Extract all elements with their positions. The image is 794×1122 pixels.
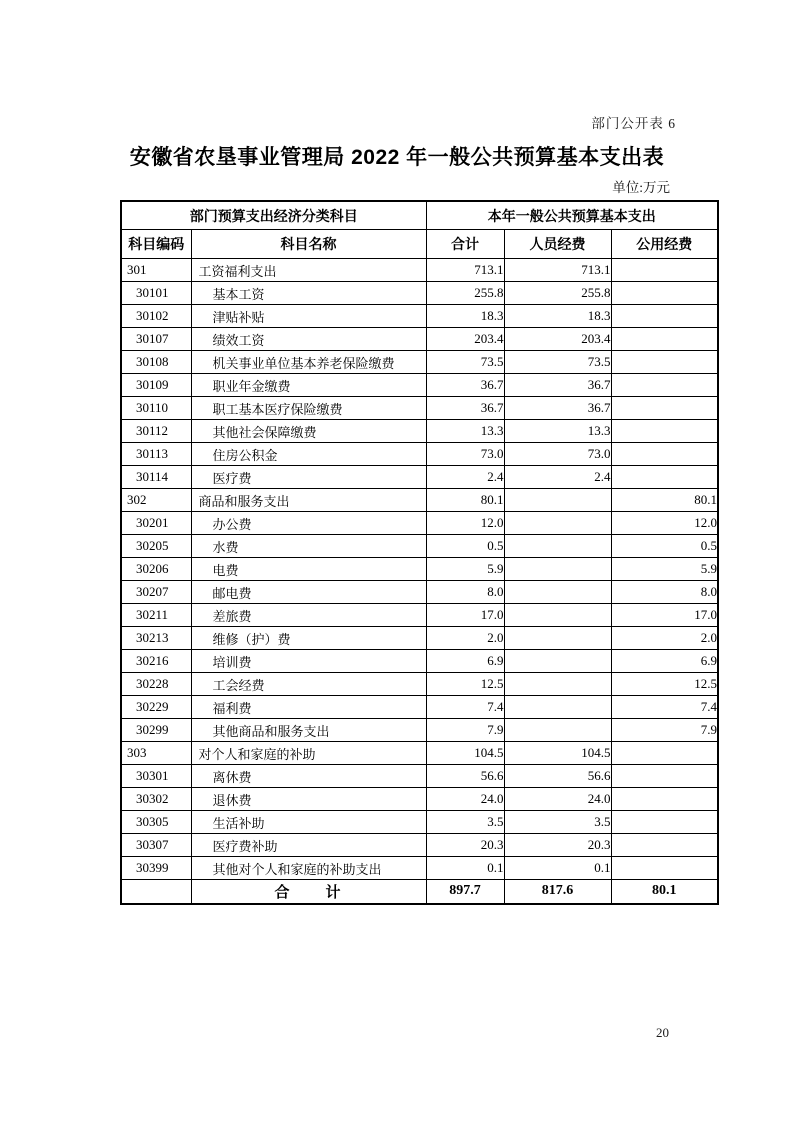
table-row xyxy=(121,351,718,374)
public-value-cell: 2.0 xyxy=(611,627,718,650)
unit-label: 单位:万元 xyxy=(612,180,670,195)
subject-name-cell: 离休费 xyxy=(191,765,426,788)
public-value-cell xyxy=(611,742,718,765)
subject-name-cell: 差旅费 xyxy=(191,604,426,627)
page-title: 安徽省农垦事业管理局 2022 年一般公共预算基本支出表 xyxy=(129,146,665,169)
personnel-value-cell: 36.7 xyxy=(504,374,611,397)
total-row-label: 合 计 xyxy=(191,880,426,904)
subject-code-cell: 30301 xyxy=(121,765,191,788)
table-row xyxy=(121,604,718,627)
total-value-cell: 0.5 xyxy=(426,535,504,558)
public-value-cell xyxy=(611,305,718,328)
table-row xyxy=(121,489,718,512)
public-value-cell: 0.5 xyxy=(611,535,718,558)
table-row xyxy=(121,650,718,673)
group-header-classification: 部门预算支出经济分类科目 xyxy=(121,201,426,230)
table-row xyxy=(121,512,718,535)
personnel-value-cell: 2.4 xyxy=(504,466,611,489)
subject-code-cell: 30307 xyxy=(121,834,191,857)
personnel-value-cell xyxy=(504,558,611,581)
personnel-value-cell: 13.3 xyxy=(504,420,611,443)
personnel-value-cell xyxy=(504,535,611,558)
column-header-total: 合计 xyxy=(426,230,504,259)
subject-code-cell: 30112 xyxy=(121,420,191,443)
table-row xyxy=(121,466,718,489)
table-row xyxy=(121,765,718,788)
total-row-public: 80.1 xyxy=(611,880,718,904)
public-value-cell: 7.4 xyxy=(611,696,718,719)
personnel-value-cell xyxy=(504,673,611,696)
public-value-cell: 6.9 xyxy=(611,650,718,673)
subject-name-cell: 工资福利支出 xyxy=(191,259,426,282)
table-row xyxy=(121,397,718,420)
public-value-cell xyxy=(611,466,718,489)
total-row-personnel: 817.6 xyxy=(504,880,611,904)
subject-code-cell: 30113 xyxy=(121,443,191,466)
table-group-header-row xyxy=(121,201,718,230)
total-value-cell: 8.0 xyxy=(426,581,504,604)
column-header-public: 公用经费 xyxy=(611,230,718,259)
personnel-value-cell: 20.3 xyxy=(504,834,611,857)
personnel-value-cell: 56.6 xyxy=(504,765,611,788)
subject-name-cell: 培训费 xyxy=(191,650,426,673)
subject-code-cell: 30206 xyxy=(121,558,191,581)
subject-code-cell: 30109 xyxy=(121,374,191,397)
corner-table-label: 部门公开表 6 xyxy=(591,116,676,131)
table-row xyxy=(121,259,718,282)
table-row xyxy=(121,305,718,328)
personnel-value-cell xyxy=(504,719,611,742)
subject-name-cell: 机关事业单位基本养老保险缴费 xyxy=(191,351,426,374)
public-value-cell xyxy=(611,834,718,857)
subject-code-cell: 30110 xyxy=(121,397,191,420)
personnel-value-cell xyxy=(504,627,611,650)
subject-name-cell: 医疗费 xyxy=(191,466,426,489)
total-value-cell: 713.1 xyxy=(426,259,504,282)
subject-name-cell: 水费 xyxy=(191,535,426,558)
public-value-cell xyxy=(611,443,718,466)
table-row xyxy=(121,328,718,351)
total-value-cell: 5.9 xyxy=(426,558,504,581)
public-value-cell xyxy=(611,788,718,811)
subject-code-cell: 30101 xyxy=(121,282,191,305)
subject-name-cell: 福利费 xyxy=(191,696,426,719)
total-value-cell: 36.7 xyxy=(426,374,504,397)
table-row xyxy=(121,627,718,650)
public-value-cell: 8.0 xyxy=(611,581,718,604)
personnel-value-cell: 24.0 xyxy=(504,788,611,811)
subject-name-cell: 绩效工资 xyxy=(191,328,426,351)
public-value-cell xyxy=(611,765,718,788)
total-value-cell: 17.0 xyxy=(426,604,504,627)
column-header-subject-name: 科目名称 xyxy=(191,230,426,259)
personnel-value-cell: 73.5 xyxy=(504,351,611,374)
subject-code-cell: 30201 xyxy=(121,512,191,535)
total-value-cell: 20.3 xyxy=(426,834,504,857)
subject-code-cell: 30228 xyxy=(121,673,191,696)
total-row-empty-cell xyxy=(121,880,191,904)
table-row xyxy=(121,742,718,765)
subject-name-cell: 职业年金缴费 xyxy=(191,374,426,397)
subject-name-cell: 生活补助 xyxy=(191,811,426,834)
table-row xyxy=(121,443,718,466)
table-row xyxy=(121,834,718,857)
personnel-value-cell: 3.5 xyxy=(504,811,611,834)
total-value-cell: 56.6 xyxy=(426,765,504,788)
subject-name-cell: 住房公积金 xyxy=(191,443,426,466)
total-value-cell: 73.5 xyxy=(426,351,504,374)
public-value-cell: 17.0 xyxy=(611,604,718,627)
column-header-personnel: 人员经费 xyxy=(504,230,611,259)
personnel-value-cell: 713.1 xyxy=(504,259,611,282)
subject-name-cell: 办公费 xyxy=(191,512,426,535)
public-value-cell: 5.9 xyxy=(611,558,718,581)
subject-code-cell: 30211 xyxy=(121,604,191,627)
subject-code-cell: 30229 xyxy=(121,696,191,719)
subject-name-cell: 退休费 xyxy=(191,788,426,811)
subject-name-cell: 工会经费 xyxy=(191,673,426,696)
subject-code-cell: 30205 xyxy=(121,535,191,558)
total-value-cell: 12.0 xyxy=(426,512,504,535)
personnel-value-cell: 0.1 xyxy=(504,857,611,880)
total-value-cell: 7.4 xyxy=(426,696,504,719)
subject-name-cell: 电费 xyxy=(191,558,426,581)
total-value-cell: 255.8 xyxy=(426,282,504,305)
public-value-cell xyxy=(611,328,718,351)
subject-code-cell: 30305 xyxy=(121,811,191,834)
subject-code-cell: 30399 xyxy=(121,857,191,880)
public-value-cell xyxy=(611,374,718,397)
personnel-value-cell: 104.5 xyxy=(504,742,611,765)
subject-code-cell: 30108 xyxy=(121,351,191,374)
subject-name-cell: 其他对个人和家庭的补助支出 xyxy=(191,857,426,880)
total-value-cell: 7.9 xyxy=(426,719,504,742)
personnel-value-cell: 18.3 xyxy=(504,305,611,328)
public-value-cell: 12.5 xyxy=(611,673,718,696)
personnel-value-cell: 203.4 xyxy=(504,328,611,351)
personnel-value-cell xyxy=(504,696,611,719)
personnel-value-cell xyxy=(504,581,611,604)
public-value-cell: 7.9 xyxy=(611,719,718,742)
subject-name-cell: 邮电费 xyxy=(191,581,426,604)
total-value-cell: 203.4 xyxy=(426,328,504,351)
subject-code-cell: 30302 xyxy=(121,788,191,811)
table-row xyxy=(121,811,718,834)
total-row-total: 897.7 xyxy=(426,880,504,904)
subject-code-cell: 30299 xyxy=(121,719,191,742)
subject-name-cell: 职工基本医疗保险缴费 xyxy=(191,397,426,420)
table-row xyxy=(121,696,718,719)
public-value-cell xyxy=(611,282,718,305)
total-row xyxy=(121,880,718,904)
public-value-cell xyxy=(611,397,718,420)
total-value-cell: 36.7 xyxy=(426,397,504,420)
table-row xyxy=(121,558,718,581)
personnel-value-cell: 36.7 xyxy=(504,397,611,420)
table-row xyxy=(121,788,718,811)
subject-name-cell: 医疗费补助 xyxy=(191,834,426,857)
total-value-cell: 13.3 xyxy=(426,420,504,443)
total-value-cell: 18.3 xyxy=(426,305,504,328)
table-row xyxy=(121,581,718,604)
table-row xyxy=(121,857,718,880)
personnel-value-cell xyxy=(504,604,611,627)
subject-code-cell: 30216 xyxy=(121,650,191,673)
total-value-cell: 73.0 xyxy=(426,443,504,466)
table-row xyxy=(121,282,718,305)
total-value-cell: 3.5 xyxy=(426,811,504,834)
table-row xyxy=(121,535,718,558)
total-value-cell: 2.0 xyxy=(426,627,504,650)
personnel-value-cell: 73.0 xyxy=(504,443,611,466)
subject-name-cell: 对个人和家庭的补助 xyxy=(191,742,426,765)
public-value-cell xyxy=(611,811,718,834)
subject-code-cell: 30114 xyxy=(121,466,191,489)
subject-code-cell: 302 xyxy=(121,489,191,512)
public-value-cell: 80.1 xyxy=(611,489,718,512)
subject-code-cell: 30213 xyxy=(121,627,191,650)
table-column-header-row xyxy=(121,230,718,259)
total-value-cell: 80.1 xyxy=(426,489,504,512)
subject-code-cell: 301 xyxy=(121,259,191,282)
total-value-cell: 104.5 xyxy=(426,742,504,765)
subject-code-cell: 30207 xyxy=(121,581,191,604)
subject-name-cell: 商品和服务支出 xyxy=(191,489,426,512)
column-header-subject-code: 科目编码 xyxy=(121,230,191,259)
subject-name-cell: 其他社会保障缴费 xyxy=(191,420,426,443)
total-value-cell: 2.4 xyxy=(426,466,504,489)
subject-code-cell: 30107 xyxy=(121,328,191,351)
public-value-cell: 12.0 xyxy=(611,512,718,535)
budget-table xyxy=(120,200,719,905)
table-row xyxy=(121,673,718,696)
group-header-budget: 本年一般公共预算基本支出 xyxy=(426,201,718,230)
total-value-cell: 6.9 xyxy=(426,650,504,673)
personnel-value-cell xyxy=(504,512,611,535)
total-value-cell: 24.0 xyxy=(426,788,504,811)
public-value-cell xyxy=(611,420,718,443)
subject-code-cell: 303 xyxy=(121,742,191,765)
personnel-value-cell: 255.8 xyxy=(504,282,611,305)
table-row xyxy=(121,374,718,397)
subject-name-cell: 其他商品和服务支出 xyxy=(191,719,426,742)
personnel-value-cell xyxy=(504,489,611,512)
table-row xyxy=(121,420,718,443)
public-value-cell xyxy=(611,351,718,374)
page-number: 20 xyxy=(656,1025,669,1040)
subject-name-cell: 基本工资 xyxy=(191,282,426,305)
total-value-cell: 12.5 xyxy=(426,673,504,696)
public-value-cell xyxy=(611,857,718,880)
subject-name-cell: 津贴补贴 xyxy=(191,305,426,328)
table-row xyxy=(121,719,718,742)
public-value-cell xyxy=(611,259,718,282)
subject-name-cell: 维修（护）费 xyxy=(191,627,426,650)
total-value-cell: 0.1 xyxy=(426,857,504,880)
subject-code-cell: 30102 xyxy=(121,305,191,328)
personnel-value-cell xyxy=(504,650,611,673)
